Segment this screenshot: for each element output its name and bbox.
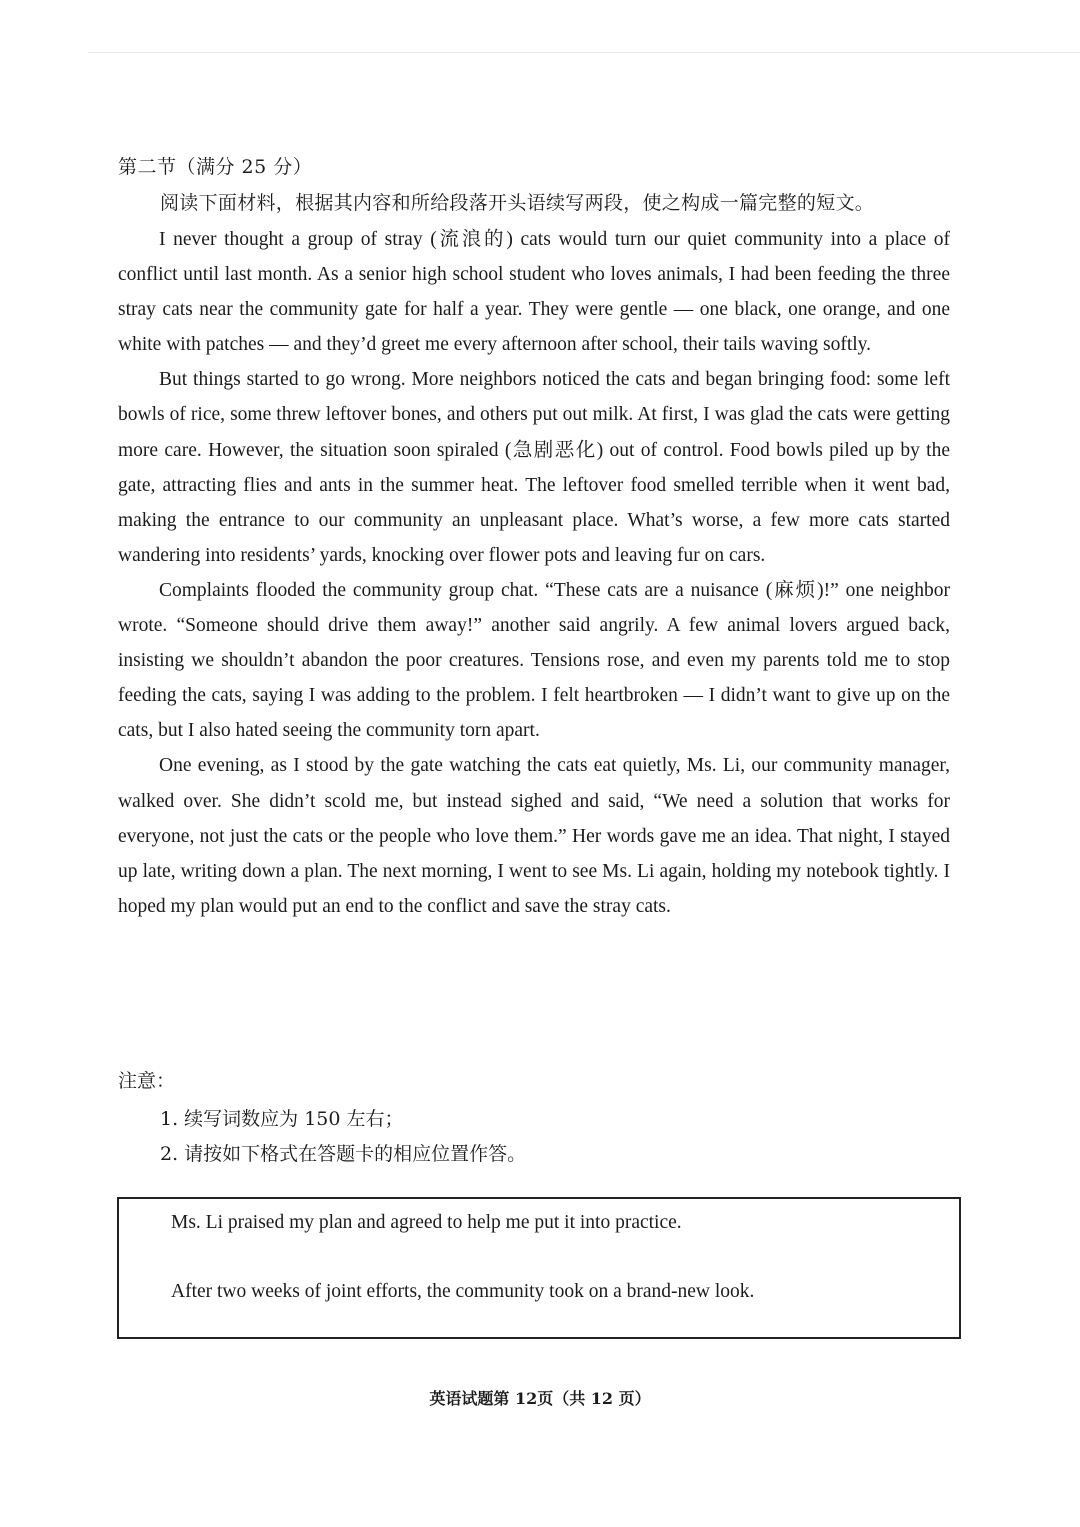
passage-paragraph-4: One evening, as I stood by the gate watching the cats eat quietly, Ms. Li, our community manager, walked over. She didn’t scold me, but instead sighed and said, “We need a solution that works for everyone, not just the cats or the people who love them.” Her words gave me an idea. That night, I stayed up late, writing down a plan. The next morning, I went to see Ms. Li again, holding my notebook tightly. I hoped my plan would put an end to the conflict and save the stray cats. bbox=[118, 755, 950, 917]
answer-format-box bbox=[117, 1197, 961, 1339]
reading-passage bbox=[118, 222, 950, 924]
instruction-text: 阅读下面材料，根据其内容和所给段落开头语续写两段，使之构成一篇完整的短文。 bbox=[160, 192, 875, 214]
paragraph-starter-2: After two weeks of joint efforts, the community took on a brand-new look. bbox=[171, 1281, 755, 1302]
page-top-rule bbox=[88, 52, 1080, 53]
notes-list bbox=[160, 1102, 526, 1172]
passage-paragraph-3: Complaints flooded the community group chat. “These cats are a nuisance (麻烦)!” one neighbor wrote. “Someone should drive them away!” another said angrily. A few animal lovers argued back, insisting we shouldn’t abandon the poor creatures. Tensions rose, and even my parents told me to stop feeding the cats, saying I was adding to the problem. I felt heartbroken — I didn’t want to give up on the cats, but I also hated seeing the community torn apart. bbox=[118, 579, 950, 742]
passage-paragraph-1: I never thought a group of stray (流浪的) cats would turn our quiet community into a place of conflict until last month. As a senior high school student who loves animals, I had been feeding the three stray cats near the community gate for half a year. They were gentle — one black, one orange, and one white with patches — and they’d greet me every afternoon after school, their tails waving softly. bbox=[118, 229, 950, 356]
note-item-word-count: 1. 续写词数应为 150 左右； bbox=[160, 1108, 404, 1130]
page-footer: 英语试题第 12页（共 12 页） bbox=[429, 1389, 651, 1408]
section-title: 第二节（满分 25 分） bbox=[118, 156, 313, 178]
notes-label: 注意： bbox=[118, 1070, 176, 1092]
passage-paragraph-2: But things started to go wrong. More neighbors noticed the cats and began bringing food: some left bowls of rice, some threw leftover bones, and others put out milk. At first, I was glad the cats were getting more care. However, the situation soon spiraled (急剧恶化) out of control. Food bowls piled up by the gate, attracting flies and ants in the summer heat. The leftover food smelled terrible when it went bad, making the entrance to our community an unpleasant place. What’s worse, a few more cats started wandering into residents’ yards, knocking over flower pots and leaving fur on cars. bbox=[118, 369, 950, 566]
note-item-answer-format: 2. 请按如下格式在答题卡的相应位置作答。 bbox=[160, 1143, 527, 1165]
paragraph-starter-1: Ms. Li praised my plan and agreed to help me put it into practice. bbox=[171, 1212, 682, 1233]
